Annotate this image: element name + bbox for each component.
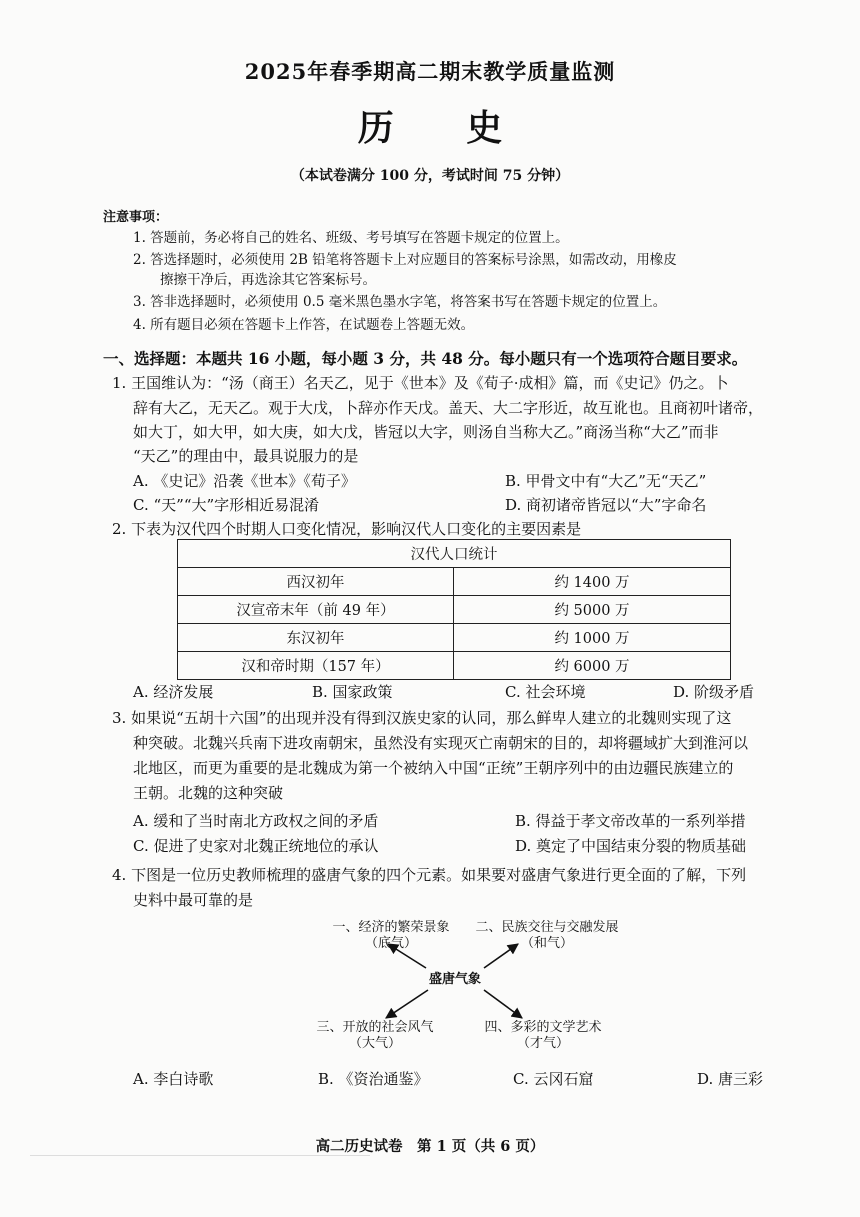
- score-note: （本试卷满分 100 分，考试时间 75 分钟）: [290, 168, 570, 184]
- period-cell: 西汉初年: [178, 568, 454, 596]
- element-title: 三、开放的社会风气: [316, 1020, 434, 1035]
- q1-stem-line: 如大丁，如大甲，如大庚，如大戊，皆冠以大字，则汤自当称大乙。”商汤当称“大乙”而非: [133, 423, 719, 441]
- q4-stem-line: 4. 下图是一位历史教师梳理的盛唐气象的四个元素。如果要对盛唐气象进行更全面的了解，下列: [112, 866, 747, 884]
- q3-stem-line: 北地区，而更为重要的是北魏成为第一个被纳入中国“正统”王朝序列中的由边疆民族建立的: [133, 759, 734, 777]
- subject-title: 历 史: [357, 107, 533, 149]
- q3-option-d: D. 奠定了中国结束分裂的物质基础: [515, 837, 747, 855]
- notice-item: 2. 答选择题时，必须使用 2B 铅笔将答题卡上对应题目的答案标号涂黑，如需改动，用橡皮: [133, 252, 677, 268]
- q2-option-d: D. 阶级矛盾: [673, 683, 755, 701]
- element-ethnic: [462, 920, 632, 952]
- element-title: 一、经济的繁荣景象: [332, 920, 450, 935]
- notice-item: 3. 答非选择题时，必须使用 0.5 毫米黑色墨水字笔，将答案书写在答题卡规定的位置上。: [133, 294, 667, 310]
- table-title: 汉代人口统计: [178, 540, 731, 568]
- arrow-to-e4: [484, 990, 522, 1018]
- q4-option-b: B. 《资治通鉴》: [318, 1070, 429, 1088]
- population-cell: 约 1000 万: [454, 624, 731, 652]
- population-cell: 约 1400 万: [454, 568, 731, 596]
- q2-option-c: C. 社会环境: [505, 683, 586, 701]
- element-sub: （底气）: [364, 936, 417, 951]
- q3-option-b: B. 得益于孝文帝改革的一系列举措: [515, 812, 746, 830]
- q1-option-b: B. 甲骨文中有“大乙”无“天乙”: [505, 472, 707, 490]
- notice-item: 擦擦干净后，再选涂其它答案标号。: [160, 272, 376, 288]
- q3-stem-line: 种突破。北魏兴兵南下进攻南朝宋，虽然没有实现灭亡南朝宋的目的，却将疆域扩大到淮河以: [133, 734, 749, 752]
- exam-title: 2025年春季期高二期末教学质量监测: [244, 59, 616, 84]
- element-literature: [468, 1020, 618, 1052]
- diagram-center: 盛唐气象: [428, 972, 481, 987]
- element-sub: （和气）: [520, 936, 573, 951]
- element-society: [300, 1020, 450, 1052]
- period-cell: 汉宣帝末年（前 49 年）: [178, 596, 454, 624]
- arrow-to-e3: [386, 990, 428, 1018]
- q1-stem-line: “天乙”的理由中，最具说服力的是: [133, 447, 359, 465]
- notice-item: 1. 答题前，务必将自己的姓名、班级、考号填写在答题卡规定的位置上。: [133, 230, 569, 246]
- scan-artifact-line: [30, 1155, 370, 1156]
- q3-option-a: A. 缓和了当时南北方政权之间的矛盾: [133, 812, 379, 830]
- element-title: 四、多彩的文学艺术: [484, 1020, 602, 1035]
- q4-stem-line: 史料中最可靠的是: [133, 891, 254, 909]
- notice-item: 4. 所有题目必须在答题卡上作答，在试题卷上答题无效。: [133, 317, 475, 333]
- q1-option-c: C. “天”“大”字形相近易混淆: [133, 496, 320, 514]
- population-cell: 约 6000 万: [454, 652, 731, 680]
- element-sub: （大气）: [348, 1036, 401, 1051]
- q3-stem-line: 王朝。北魏的这种突破: [133, 784, 284, 802]
- q2-option-a: A. 经济发展: [133, 683, 214, 701]
- page-footer: 高二历史试卷 第 1 页（共 6 页）: [315, 1138, 545, 1155]
- period-cell: 东汉初年: [178, 624, 454, 652]
- q1-stem-line: 辞有大乙，无天乙。观于大戊，卜辞亦作天戊。盖天、大二字形近，故互讹也。且商初叶诸帝，: [133, 399, 764, 417]
- q4-option-a: A. 李白诗歌: [133, 1070, 214, 1088]
- section-heading: 一、选择题：本题共 16 小题，每小题 3 分，共 48 分。每小题只有一个选项符合题目要求。: [103, 349, 748, 368]
- q4-option-c: C. 云冈石窟: [513, 1070, 594, 1088]
- q2-stem: 2. 下表为汉代四个时期人口变化情况，影响汉代人口变化的主要因素是: [112, 520, 582, 538]
- q4-option-d: D. 唐三彩: [697, 1070, 764, 1088]
- element-economy: [296, 920, 486, 952]
- q1-option-a: A. 《史记》沿袭《世本》《荀子》: [133, 472, 356, 490]
- q1-stem-line: 1. 王国维认为：“汤（商王）名天乙，见于《世本》及《荀子·成相》篇，而《史记》仍之。卜: [112, 374, 729, 392]
- population-cell: 约 5000 万: [454, 596, 731, 624]
- q1-option-d: D. 商初诸帝皆冠以“大”字命名: [505, 496, 707, 514]
- notice-heading: 注意事项：: [103, 210, 169, 225]
- q3-option-c: C. 促进了史家对北魏正统地位的承认: [133, 837, 379, 855]
- period-cell: 汉和帝时期（157 年）: [178, 652, 454, 680]
- element-sub: （才气）: [516, 1036, 569, 1051]
- element-title: 二、民族交往与交融发展: [475, 920, 619, 935]
- q2-option-b: B. 国家政策: [312, 683, 393, 701]
- q3-stem-line: 3. 如果说“五胡十六国”的出现并没有得到汉族史家的认同，那么鲜卑人建立的北魏则实现了这: [112, 709, 732, 727]
